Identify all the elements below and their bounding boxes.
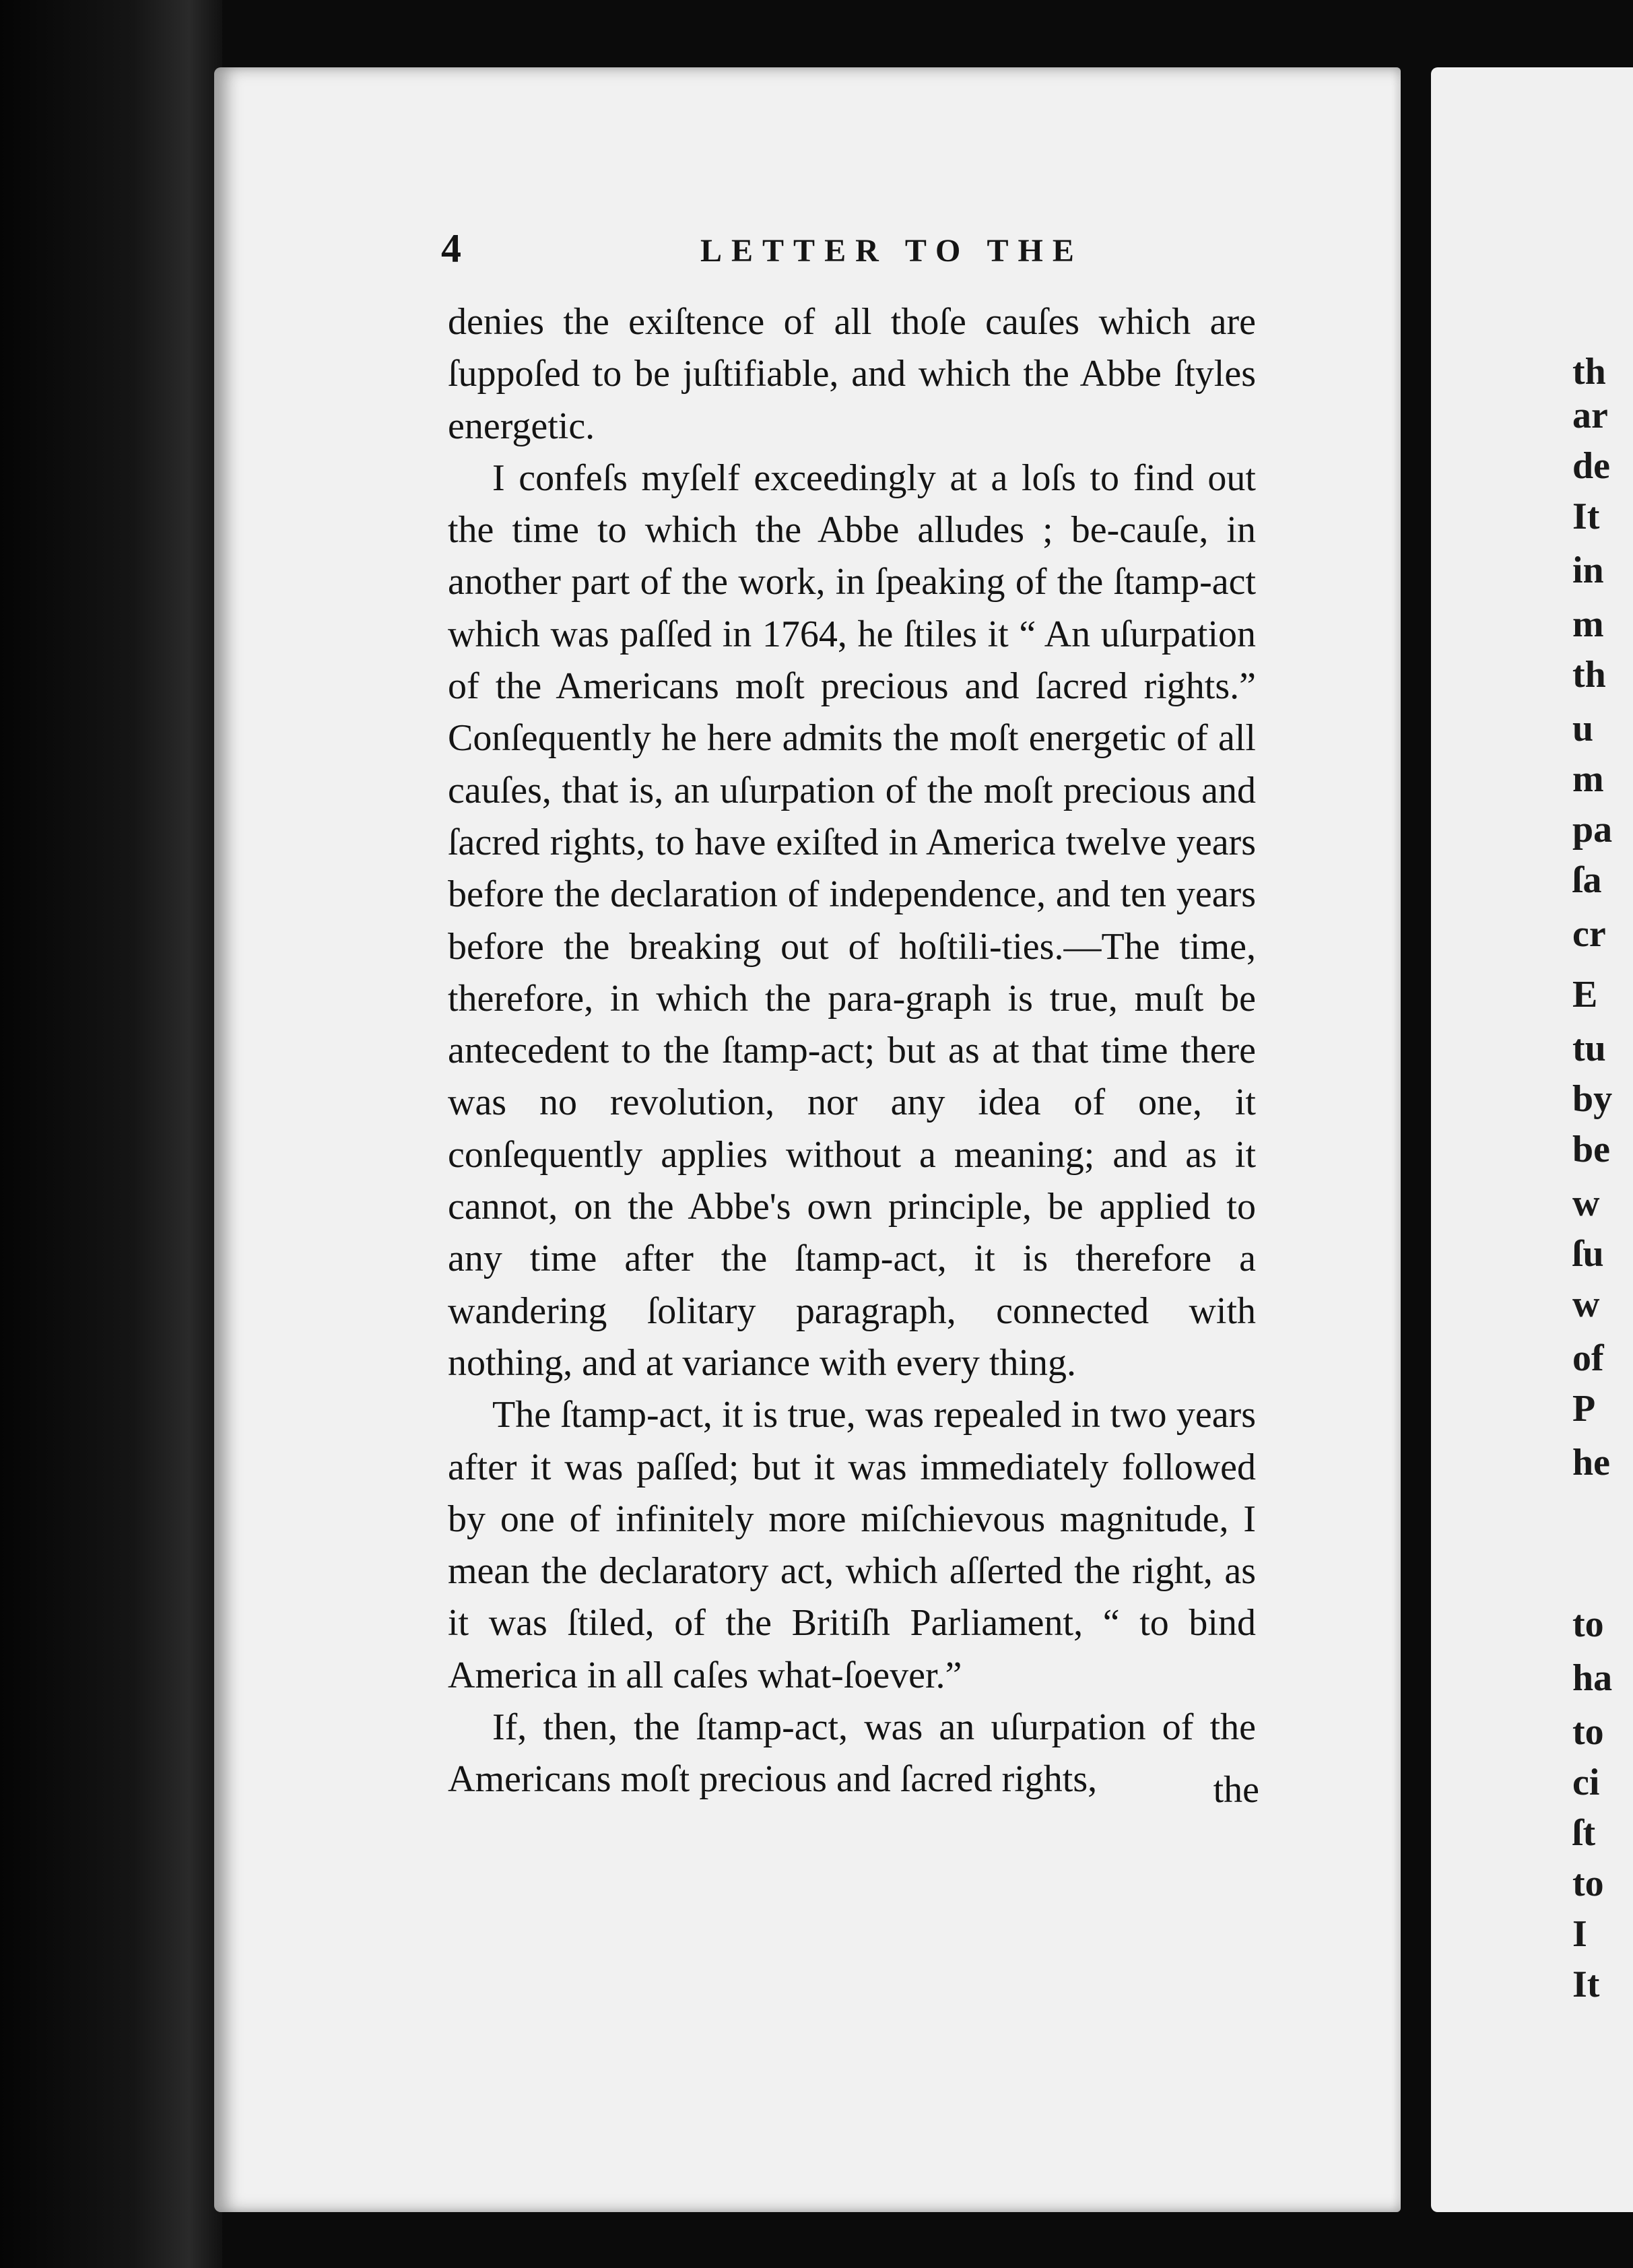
facing-page-fragment: ſa	[1572, 859, 1602, 901]
facing-page-fragment: by	[1572, 1078, 1613, 1120]
paragraph-3: The ſtamp-act, it is true, was repealed in two years after it was paſſed; but it was immediately followed by one of infinitely more miſchievous magnitude, I mean the declaratory act, which aſſerted the right, as it was ſtiled, of the Britiſh Parliament, “ to bind America in all caſes what-ſoever.”	[448, 1394, 1256, 1696]
page-number: 4	[441, 226, 461, 271]
facing-page-fragment: m	[1572, 758, 1604, 800]
facing-page-fragment: th	[1572, 654, 1606, 696]
facing-page-fragment: It	[1572, 496, 1600, 537]
facing-page-fragment: w	[1572, 1283, 1600, 1325]
facing-page-fragment: P	[1572, 1388, 1596, 1430]
facing-page-fragment: to	[1572, 1711, 1604, 1753]
facing-page-fragment: be	[1572, 1129, 1610, 1170]
facing-page-fragment: he	[1572, 1442, 1610, 1483]
facing-page-fragment: E	[1572, 974, 1598, 1015]
paragraph-4: If, then, the ſtamp-act, was an uſurpation of the Americans moſt precious and ſacred rights,	[448, 1706, 1256, 1801]
facing-page-fragment: u	[1572, 708, 1594, 749]
facing-page-fragment: to	[1572, 1603, 1604, 1645]
binding-shadow	[0, 0, 222, 2268]
facing-page-fragment: ſu	[1572, 1233, 1604, 1275]
page-body	[448, 296, 1256, 1806]
paragraph-1: denies the exiſtence of all thoſe cauſes which are ſuppoſed to be juſtifiable, and which the Abbe ſtyles energetic.	[448, 301, 1256, 447]
facing-page-fragment: to	[1572, 1863, 1604, 1904]
facing-page-fragment: de	[1572, 445, 1610, 487]
facing-page-fragment: cr	[1572, 913, 1606, 955]
facing-page-fragment: of	[1572, 1337, 1604, 1379]
catchword: the	[1213, 1769, 1259, 1811]
facing-page-fragment: in	[1572, 549, 1604, 591]
facing-page-fragment: ha	[1572, 1657, 1613, 1699]
facing-page-fragment: pa	[1572, 809, 1613, 850]
facing-page-fragment: I	[1572, 1913, 1587, 1955]
paragraph-2: I confeſs myſelf exceedingly at a loſs to find out the time to which the Abbe alludes ; be-cauſe, in another part of the work, in ſpeaking of the ſtamp-act which was paſſed in 1764, he ſtiles it “ An uſurpation of the Americans moſt precious and ſacred rights.” Conſequently he here admits the moſt energetic of all cauſes, that is, an uſurpation of the moſt precious and ſacred rights, to have exiſted in America twelve years before the declaration of independence, and ten years before the breaking out of hoſtili-ties.—The time, therefore, in which the para-graph is true, muſt be antecedent to the ſtamp-act; but as at that time there was no revolution, nor any idea of one, it conſequently applies without a meaning; and as it cannot, on the Abbe's own principle, be applied to any time after the ſtamp-act, it is therefore a wandering ſolitary paragraph, connected with nothing, and at variance with every thing.	[448, 457, 1256, 1384]
facing-page-fragment: w	[1572, 1182, 1600, 1224]
facing-page-fragment: ci	[1572, 1762, 1600, 1803]
facing-page-fragment: ar	[1572, 395, 1608, 436]
facing-page-fragment: m	[1572, 603, 1604, 645]
facing-page-fragment: It	[1572, 1964, 1600, 2005]
facing-page-fragment: ſt	[1572, 1812, 1596, 1854]
facing-page-fragment: th	[1572, 351, 1606, 393]
running-title: LETTER TO THE	[700, 233, 1084, 269]
facing-page-fragment: tu	[1572, 1028, 1606, 1069]
